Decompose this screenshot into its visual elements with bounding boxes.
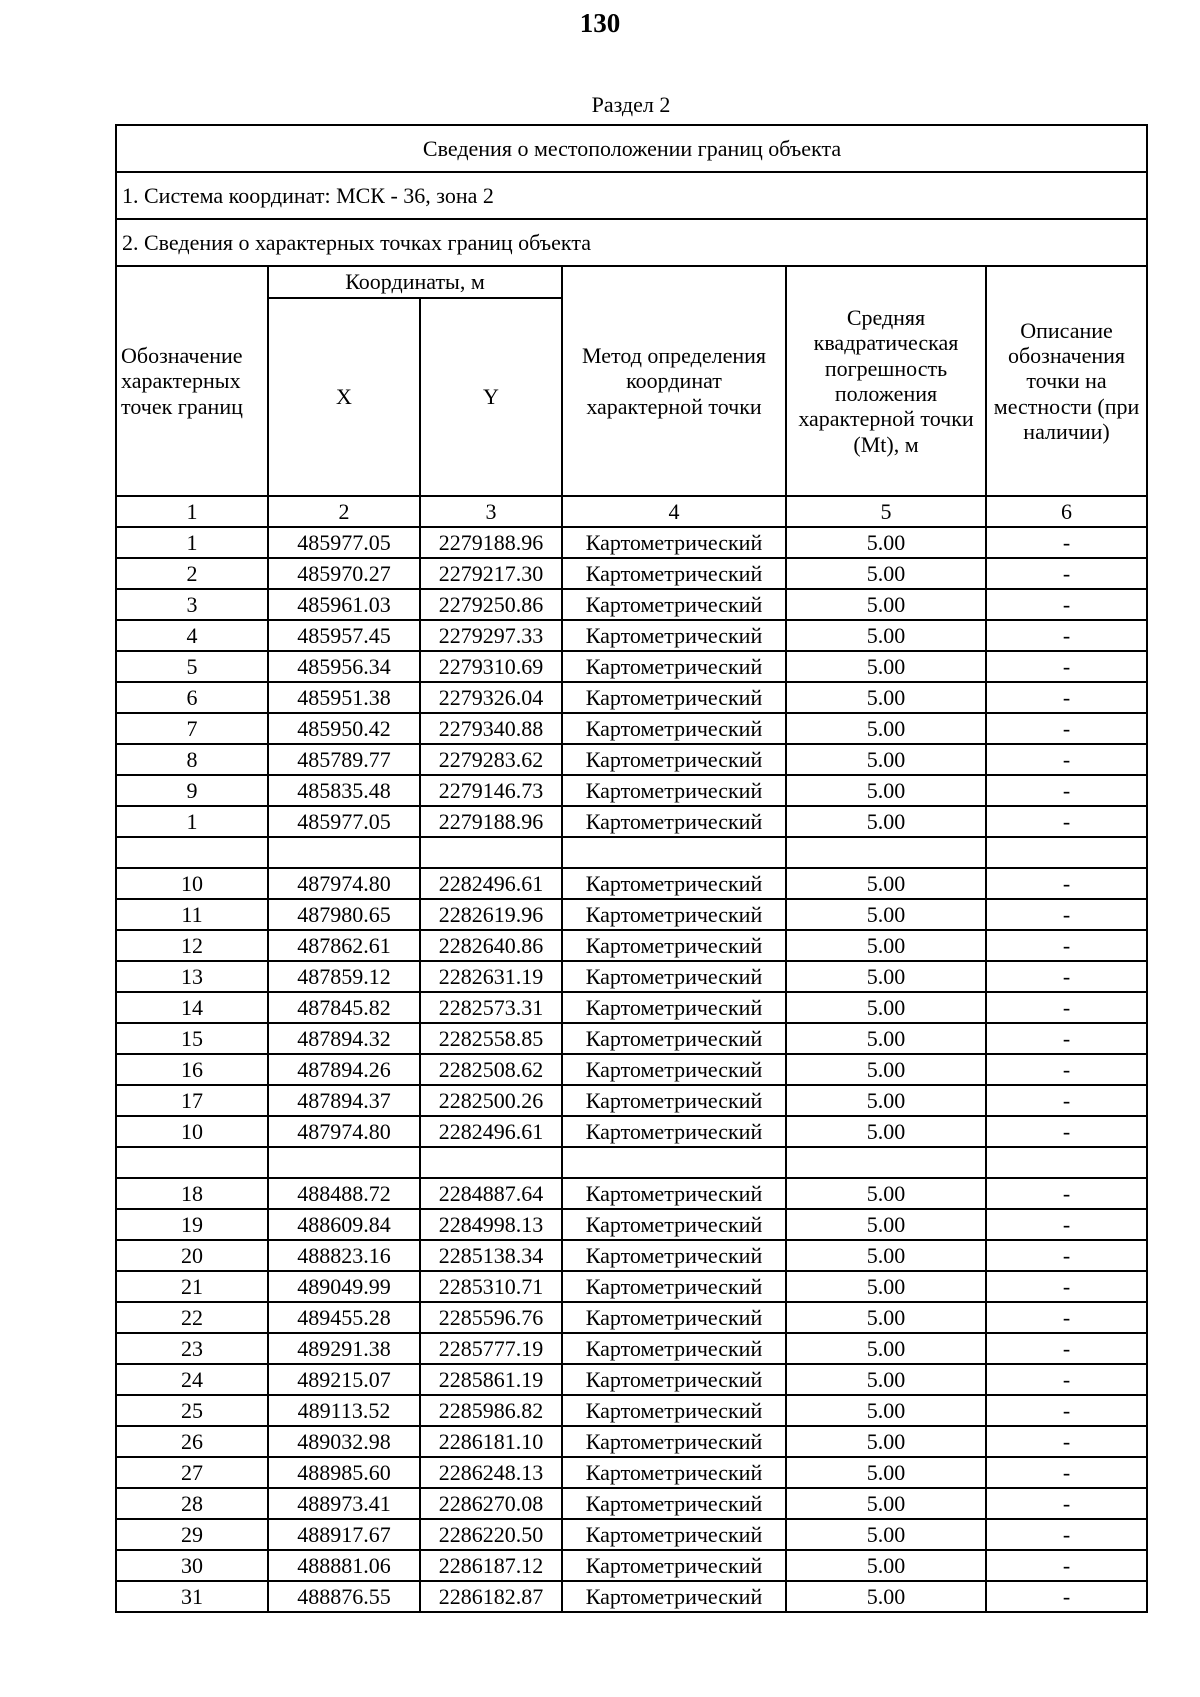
description-cell: - — [986, 899, 1147, 930]
method-cell: Картометрический — [562, 868, 786, 899]
table-row — [116, 868, 1147, 899]
coord-x-cell: 487980.65 — [268, 899, 420, 930]
point-id-cell: 1 — [116, 527, 268, 558]
column-numbers-row — [116, 496, 1147, 527]
point-id-cell: 10 — [116, 868, 268, 899]
table-row — [116, 1364, 1147, 1395]
method-cell: Картометрический — [562, 713, 786, 744]
header-designation: Обозначение характерных точек границ — [116, 266, 268, 496]
coord-x-cell: 487894.32 — [268, 1023, 420, 1054]
header-description: Описание обозначения точки на местности (при наличии) — [986, 266, 1147, 496]
point-id-cell: 27 — [116, 1457, 268, 1488]
table-title: Сведения о местоположении границ объекта — [116, 125, 1147, 172]
table-row — [116, 558, 1147, 589]
table-row — [116, 1116, 1147, 1147]
point-id-cell: 7 — [116, 713, 268, 744]
description-cell: - — [986, 1209, 1147, 1240]
description-cell: - — [986, 1054, 1147, 1085]
coord-x-cell: 485951.38 — [268, 682, 420, 713]
description-cell: - — [986, 1023, 1147, 1054]
point-id-cell — [116, 837, 268, 868]
coord-y-cell: 2279297.33 — [420, 620, 562, 651]
description-cell: - — [986, 930, 1147, 961]
method-cell: Картометрический — [562, 1240, 786, 1271]
coord-y-cell: 2282573.31 — [420, 992, 562, 1023]
table-row — [116, 806, 1147, 837]
mean-error-cell: 5.00 — [786, 1240, 986, 1271]
coord-x-cell: 485961.03 — [268, 589, 420, 620]
description-cell — [986, 1147, 1147, 1178]
coord-x-cell: 489113.52 — [268, 1395, 420, 1426]
coord-x-cell: 485835.48 — [268, 775, 420, 806]
coord-x-cell: 487894.37 — [268, 1085, 420, 1116]
description-cell: - — [986, 713, 1147, 744]
mean-error-cell: 5.00 — [786, 1333, 986, 1364]
coord-y-cell: 2286187.12 — [420, 1550, 562, 1581]
description-cell: - — [986, 1240, 1147, 1271]
coord-y-cell: 2285777.19 — [420, 1333, 562, 1364]
mean-error-cell: 5.00 — [786, 930, 986, 961]
mean-error-cell: 5.00 — [786, 899, 986, 930]
coord-x-cell: 487845.82 — [268, 992, 420, 1023]
coord-y-cell: 2279310.69 — [420, 651, 562, 682]
method-cell: Картометрический — [562, 1054, 786, 1085]
point-id-cell: 4 — [116, 620, 268, 651]
coord-x-cell: 485977.05 — [268, 527, 420, 558]
method-cell: Картометрический — [562, 1550, 786, 1581]
point-id-cell: 30 — [116, 1550, 268, 1581]
method-cell: Картометрический — [562, 589, 786, 620]
method-cell: Картометрический — [562, 744, 786, 775]
column-number: 1 — [116, 496, 268, 527]
coord-x-cell — [268, 1147, 420, 1178]
mean-error-cell: 5.00 — [786, 806, 986, 837]
description-cell: - — [986, 1178, 1147, 1209]
mean-error-cell: 5.00 — [786, 775, 986, 806]
method-cell: Картометрический — [562, 1209, 786, 1240]
mean-error-cell: 5.00 — [786, 620, 986, 651]
coord-x-cell: 487894.26 — [268, 1054, 420, 1085]
point-id-cell: 14 — [116, 992, 268, 1023]
header-method: Метод определения координат характерной точки — [562, 266, 786, 496]
mean-error-cell — [786, 837, 986, 868]
coord-x-cell: 489291.38 — [268, 1333, 420, 1364]
description-cell: - — [986, 961, 1147, 992]
mean-error-cell: 5.00 — [786, 1054, 986, 1085]
mean-error-cell: 5.00 — [786, 682, 986, 713]
table-row — [116, 1333, 1147, 1364]
mean-error-cell: 5.00 — [786, 1581, 986, 1612]
description-cell: - — [986, 992, 1147, 1023]
point-id-cell: 1 — [116, 806, 268, 837]
table-row — [116, 1302, 1147, 1333]
table-row — [116, 1271, 1147, 1302]
mean-error-cell: 5.00 — [786, 1209, 986, 1240]
table-row — [116, 527, 1147, 558]
method-cell: Картометрический — [562, 1333, 786, 1364]
coord-y-cell: 2279188.96 — [420, 806, 562, 837]
coord-x-cell: 485956.34 — [268, 651, 420, 682]
coord-y-cell: 2282631.19 — [420, 961, 562, 992]
coord-x-cell: 489049.99 — [268, 1271, 420, 1302]
coord-x-cell: 485970.27 — [268, 558, 420, 589]
mean-error-cell: 5.00 — [786, 1550, 986, 1581]
section-label: Раздел 2 — [591, 92, 671, 117]
description-cell: - — [986, 744, 1147, 775]
boundary-coordinates-table — [115, 124, 1148, 1613]
coord-x-cell: 488488.72 — [268, 1178, 420, 1209]
method-cell — [562, 1147, 786, 1178]
table-row — [116, 1457, 1147, 1488]
point-id-cell: 18 — [116, 1178, 268, 1209]
description-cell: - — [986, 620, 1147, 651]
mean-error-cell: 5.00 — [786, 1519, 986, 1550]
table-row-separator — [116, 837, 1147, 868]
point-id-cell: 15 — [116, 1023, 268, 1054]
description-cell: - — [986, 806, 1147, 837]
mean-error-cell: 5.00 — [786, 713, 986, 744]
mean-error-cell: 5.00 — [786, 589, 986, 620]
point-id-cell: 19 — [116, 1209, 268, 1240]
coord-y-cell — [420, 1147, 562, 1178]
mean-error-cell: 5.00 — [786, 1085, 986, 1116]
mean-error-cell — [786, 1147, 986, 1178]
method-cell: Картометрический — [562, 1302, 786, 1333]
table-row — [116, 651, 1147, 682]
description-cell: - — [986, 1271, 1147, 1302]
coord-y-cell: 2285310.71 — [420, 1271, 562, 1302]
point-id-cell: 26 — [116, 1426, 268, 1457]
coord-y-cell: 2284887.64 — [420, 1178, 562, 1209]
method-cell: Картометрический — [562, 961, 786, 992]
coord-x-cell: 487859.12 — [268, 961, 420, 992]
description-cell: - — [986, 1333, 1147, 1364]
table-row — [116, 1519, 1147, 1550]
coord-y-cell: 2286220.50 — [420, 1519, 562, 1550]
method-cell: Картометрический — [562, 1395, 786, 1426]
mean-error-cell: 5.00 — [786, 1395, 986, 1426]
method-cell — [562, 837, 786, 868]
table-row — [116, 1085, 1147, 1116]
mean-error-cell: 5.00 — [786, 868, 986, 899]
point-id-cell: 31 — [116, 1581, 268, 1612]
coord-x-cell: 487974.80 — [268, 1116, 420, 1147]
point-id-cell: 12 — [116, 930, 268, 961]
description-cell: - — [986, 1519, 1147, 1550]
point-id-cell: 5 — [116, 651, 268, 682]
coord-y-cell: 2282500.26 — [420, 1085, 562, 1116]
method-cell: Картометрический — [562, 620, 786, 651]
table-row — [116, 1054, 1147, 1085]
coord-y-cell: 2279217.30 — [420, 558, 562, 589]
method-cell: Картометрический — [562, 992, 786, 1023]
mean-error-cell: 5.00 — [786, 1426, 986, 1457]
mean-error-cell: 5.00 — [786, 1023, 986, 1054]
point-id-cell — [116, 1147, 268, 1178]
coord-y-cell: 2279326.04 — [420, 682, 562, 713]
coord-x-cell — [268, 837, 420, 868]
coord-x-cell: 489455.28 — [268, 1302, 420, 1333]
coord-y-cell: 2285861.19 — [420, 1364, 562, 1395]
mean-error-cell: 5.00 — [786, 1457, 986, 1488]
header-y: Y — [420, 298, 562, 496]
mean-error-cell: 5.00 — [786, 1178, 986, 1209]
coord-y-cell: 2279250.86 — [420, 589, 562, 620]
table-row — [116, 1209, 1147, 1240]
point-id-cell: 22 — [116, 1302, 268, 1333]
method-cell: Картометрический — [562, 806, 786, 837]
method-cell: Картометрический — [562, 1426, 786, 1457]
point-id-cell: 2 — [116, 558, 268, 589]
coord-y-cell: 2284998.13 — [420, 1209, 562, 1240]
method-cell: Картометрический — [562, 1023, 786, 1054]
method-cell: Картометрический — [562, 651, 786, 682]
coord-x-cell: 488823.16 — [268, 1240, 420, 1271]
point-id-cell: 20 — [116, 1240, 268, 1271]
table-row — [116, 1240, 1147, 1271]
mean-error-cell: 5.00 — [786, 527, 986, 558]
point-id-cell: 10 — [116, 1116, 268, 1147]
point-id-cell: 9 — [116, 775, 268, 806]
coord-x-cell: 485950.42 — [268, 713, 420, 744]
coord-y-cell: 2286181.10 — [420, 1426, 562, 1457]
coord-x-cell: 485957.45 — [268, 620, 420, 651]
column-number: 2 — [268, 496, 420, 527]
table-row — [116, 930, 1147, 961]
method-cell: Картометрический — [562, 1178, 786, 1209]
table-row — [116, 1023, 1147, 1054]
method-cell: Картометрический — [562, 1488, 786, 1519]
mean-error-cell: 5.00 — [786, 1271, 986, 1302]
column-number: 3 — [420, 496, 562, 527]
coord-y-cell: 2285138.34 — [420, 1240, 562, 1271]
description-cell: - — [986, 1426, 1147, 1457]
column-number: 6 — [986, 496, 1147, 527]
mean-error-cell: 5.00 — [786, 1116, 986, 1147]
coord-y-cell: 2286248.13 — [420, 1457, 562, 1488]
table-row — [116, 1550, 1147, 1581]
description-cell: - — [986, 868, 1147, 899]
table-row — [116, 961, 1147, 992]
coord-x-cell: 489032.98 — [268, 1426, 420, 1457]
method-cell: Картометрический — [562, 899, 786, 930]
description-cell — [986, 837, 1147, 868]
table-row — [116, 620, 1147, 651]
coord-x-cell: 487974.80 — [268, 868, 420, 899]
method-cell: Картометрический — [562, 527, 786, 558]
page-number: 130 — [579, 8, 621, 38]
point-id-cell: 16 — [116, 1054, 268, 1085]
mean-error-cell: 5.00 — [786, 651, 986, 682]
point-id-cell: 17 — [116, 1085, 268, 1116]
description-cell: - — [986, 527, 1147, 558]
table-row — [116, 744, 1147, 775]
description-cell: - — [986, 682, 1147, 713]
column-number: 5 — [786, 496, 986, 527]
coord-x-cell: 488881.06 — [268, 1550, 420, 1581]
point-id-cell: 23 — [116, 1333, 268, 1364]
coord-y-cell: 2282496.61 — [420, 868, 562, 899]
coord-x-cell: 488609.84 — [268, 1209, 420, 1240]
point-id-cell: 6 — [116, 682, 268, 713]
coord-y-cell: 2282496.61 — [420, 1116, 562, 1147]
description-cell: - — [986, 1395, 1147, 1426]
coord-y-cell: 2285596.76 — [420, 1302, 562, 1333]
table-row — [116, 682, 1147, 713]
table-row-separator — [116, 1147, 1147, 1178]
method-cell: Картометрический — [562, 1457, 786, 1488]
point-id-cell: 21 — [116, 1271, 268, 1302]
coord-y-cell: 2279146.73 — [420, 775, 562, 806]
coord-x-cell: 488917.67 — [268, 1519, 420, 1550]
table-row — [116, 1581, 1147, 1612]
coord-y-cell: 2282508.62 — [420, 1054, 562, 1085]
point-id-cell: 13 — [116, 961, 268, 992]
mean-error-cell: 5.00 — [786, 961, 986, 992]
mean-error-cell: 5.00 — [786, 992, 986, 1023]
table-row — [116, 1488, 1147, 1519]
method-cell: Картометрический — [562, 1519, 786, 1550]
point-id-cell: 11 — [116, 899, 268, 930]
points-heading: 2. Сведения о характерных точках границ объекта — [116, 219, 1147, 266]
method-cell: Картометрический — [562, 1364, 786, 1395]
table-row — [116, 1426, 1147, 1457]
point-id-cell: 8 — [116, 744, 268, 775]
coord-y-cell: 2285986.82 — [420, 1395, 562, 1426]
description-cell: - — [986, 651, 1147, 682]
coord-x-cell: 485977.05 — [268, 806, 420, 837]
coord-x-cell: 488876.55 — [268, 1581, 420, 1612]
table-row — [116, 1178, 1147, 1209]
point-id-cell: 25 — [116, 1395, 268, 1426]
coord-y-cell: 2282619.96 — [420, 899, 562, 930]
coord-y-cell: 2279340.88 — [420, 713, 562, 744]
description-cell: - — [986, 1457, 1147, 1488]
description-cell: - — [986, 1116, 1147, 1147]
coord-x-cell: 487862.61 — [268, 930, 420, 961]
coord-x-cell: 488985.60 — [268, 1457, 420, 1488]
coord-y-cell: 2282640.86 — [420, 930, 562, 961]
mean-error-cell: 5.00 — [786, 1302, 986, 1333]
table-row — [116, 713, 1147, 744]
method-cell: Картометрический — [562, 775, 786, 806]
description-cell: - — [986, 1364, 1147, 1395]
point-id-cell: 24 — [116, 1364, 268, 1395]
coord-x-cell: 485789.77 — [268, 744, 420, 775]
table-row — [116, 1395, 1147, 1426]
table-row — [116, 899, 1147, 930]
description-cell: - — [986, 1581, 1147, 1612]
point-id-cell: 29 — [116, 1519, 268, 1550]
point-id-cell: 28 — [116, 1488, 268, 1519]
method-cell: Картометрический — [562, 1581, 786, 1612]
table-row — [116, 775, 1147, 806]
mean-error-cell: 5.00 — [786, 1488, 986, 1519]
coord-x-cell: 489215.07 — [268, 1364, 420, 1395]
point-id-cell: 3 — [116, 589, 268, 620]
coord-y-cell: 2279188.96 — [420, 527, 562, 558]
method-cell: Картометрический — [562, 682, 786, 713]
mean-error-cell: 5.00 — [786, 558, 986, 589]
method-cell: Картометрический — [562, 1085, 786, 1116]
method-cell: Картометрический — [562, 1271, 786, 1302]
method-cell: Картометрический — [562, 1116, 786, 1147]
method-cell: Картометрический — [562, 558, 786, 589]
method-cell: Картометрический — [562, 930, 786, 961]
coord-y-cell: 2286182.87 — [420, 1581, 562, 1612]
coord-y-cell: 2286270.08 — [420, 1488, 562, 1519]
description-cell: - — [986, 775, 1147, 806]
table-row — [116, 589, 1147, 620]
mean-error-cell: 5.00 — [786, 744, 986, 775]
header-x: X — [268, 298, 420, 496]
column-number: 4 — [562, 496, 786, 527]
description-cell: - — [986, 589, 1147, 620]
coord-y-cell: 2282558.85 — [420, 1023, 562, 1054]
description-cell: - — [986, 1085, 1147, 1116]
description-cell: - — [986, 1302, 1147, 1333]
table-row — [116, 992, 1147, 1023]
header-coordinates: Координаты, м — [268, 266, 562, 298]
coord-y-cell — [420, 837, 562, 868]
description-cell: - — [986, 558, 1147, 589]
mean-error-cell: 5.00 — [786, 1364, 986, 1395]
coord-y-cell: 2279283.62 — [420, 744, 562, 775]
description-cell: - — [986, 1550, 1147, 1581]
coordinate-system: 1. Система координат: МСК - 36, зона 2 — [116, 172, 1147, 219]
description-cell: - — [986, 1488, 1147, 1519]
header-error: Средняя квадратическая погрешность положения характерной точки (Mt), м — [786, 266, 986, 496]
coord-x-cell: 488973.41 — [268, 1488, 420, 1519]
